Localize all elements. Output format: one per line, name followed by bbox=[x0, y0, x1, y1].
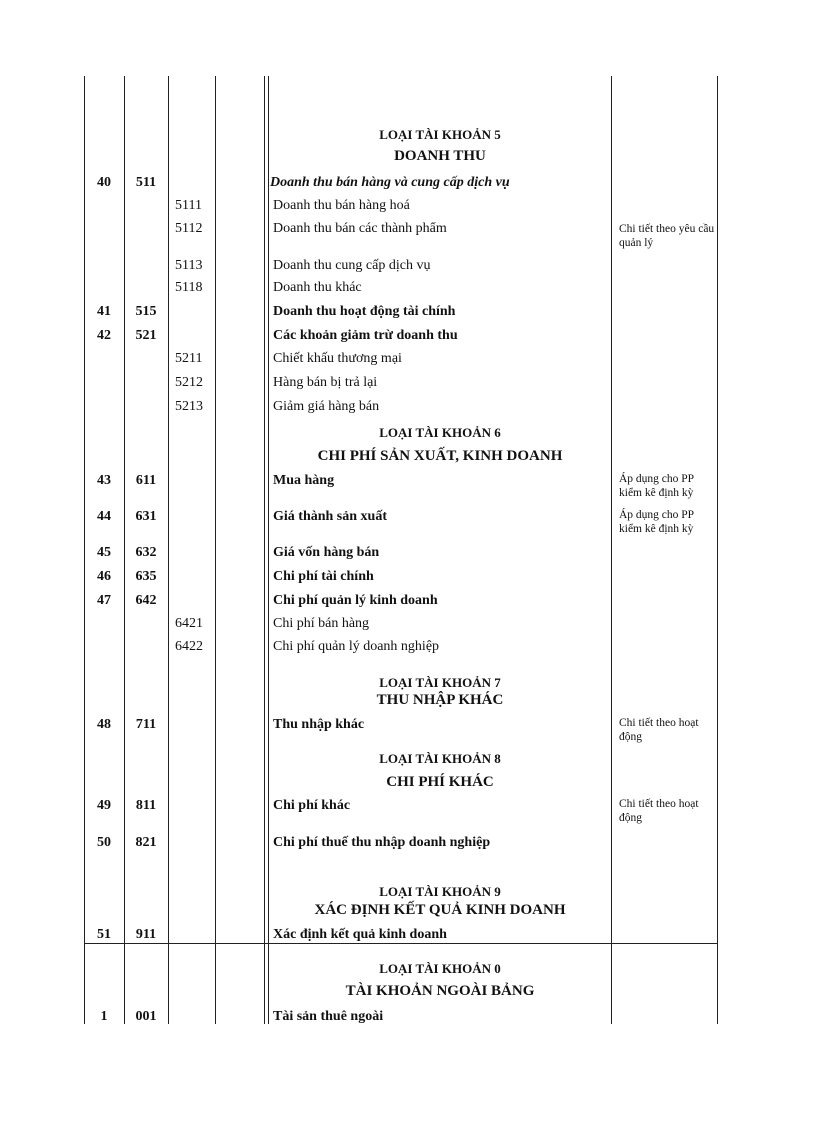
note: Chi tiết theo yêu cầu quản lý bbox=[619, 223, 715, 249]
account-code: 515 bbox=[135, 304, 157, 319]
row-number: 51 bbox=[97, 927, 111, 942]
row-number: 43 bbox=[97, 473, 111, 488]
section-label: LOẠI TÀI KHOẢN 9 bbox=[379, 884, 501, 899]
note: Áp dụng cho PP kiểm kê định kỳ bbox=[619, 509, 694, 535]
note: Áp dụng cho PP kiểm kê định kỳ bbox=[619, 473, 694, 499]
row-number: 50 bbox=[97, 835, 111, 850]
account-name: Giá vốn hàng bán bbox=[273, 545, 380, 560]
account-code: 711 bbox=[135, 717, 157, 732]
row-number: 1 bbox=[100, 1009, 108, 1024]
column-divider bbox=[264, 76, 265, 1024]
table-rule bbox=[84, 943, 717, 944]
account-name: Doanh thu hoạt động tài chính bbox=[273, 304, 456, 319]
account-code: 642 bbox=[135, 593, 157, 608]
section-title: XÁC ĐỊNH KẾT QUẢ KINH DOANH bbox=[314, 902, 566, 918]
row-number: 41 bbox=[97, 304, 111, 319]
account-code: 632 bbox=[135, 545, 157, 560]
account-code: 001 bbox=[135, 1009, 157, 1024]
section-label: LOẠI TÀI KHOẢN 0 bbox=[379, 961, 501, 976]
sub-account-code: 5212 bbox=[175, 375, 203, 390]
account-code: 911 bbox=[135, 927, 157, 942]
account-name: Chiết khấu thương mại bbox=[273, 351, 402, 366]
section-title: CHI PHÍ SẢN XUẤT, KINH DOANH bbox=[317, 448, 563, 464]
sub-account-code: 6422 bbox=[175, 639, 203, 654]
account-name: Tài sản thuê ngoài bbox=[273, 1009, 384, 1024]
account-name: Chi phí tài chính bbox=[273, 569, 374, 584]
column-divider bbox=[168, 76, 169, 1024]
account-name: Chi phí khác bbox=[273, 798, 351, 813]
account-name: Doanh thu bán hàng và cung cấp dịch vụ bbox=[270, 175, 510, 190]
account-name: Chi phí quản lý kinh doanh bbox=[273, 593, 438, 608]
account-name: Doanh thu bán hàng hoá bbox=[273, 198, 410, 213]
row-number: 46 bbox=[97, 569, 111, 584]
table-border-right bbox=[717, 76, 718, 1024]
sub-account-code: 5113 bbox=[175, 258, 203, 273]
row-number: 47 bbox=[97, 593, 111, 608]
section-label: LOẠI TÀI KHOẢN 5 bbox=[379, 127, 501, 142]
section-label: LOẠI TÀI KHOẢN 8 bbox=[379, 751, 501, 766]
column-divider bbox=[611, 76, 612, 1024]
section-title: THU NHẬP KHÁC bbox=[376, 692, 504, 708]
account-code: 511 bbox=[135, 175, 157, 190]
note: Chi tiết theo hoạt động bbox=[619, 798, 699, 824]
column-divider bbox=[215, 76, 216, 1024]
account-code: 635 bbox=[135, 569, 157, 584]
note: Chi tiết theo hoạt động bbox=[619, 717, 699, 743]
section-label: LOẠI TÀI KHOẢN 7 bbox=[379, 675, 501, 690]
sub-account-code: 5213 bbox=[175, 399, 203, 414]
account-name: Giảm giá hàng bán bbox=[273, 399, 380, 414]
account-code: 611 bbox=[135, 473, 157, 488]
row-number: 42 bbox=[97, 328, 111, 343]
sub-account-code: 5111 bbox=[175, 198, 202, 213]
account-name: Doanh thu cung cấp dịch vụ bbox=[273, 258, 431, 273]
account-name: Giá thành sản xuất bbox=[273, 509, 387, 524]
sub-account-code: 6421 bbox=[175, 616, 203, 631]
row-number: 40 bbox=[97, 175, 111, 190]
section-title: TÀI KHOẢN NGOÀI BẢNG bbox=[345, 983, 535, 999]
account-code: 631 bbox=[135, 509, 157, 524]
account-code: 821 bbox=[135, 835, 157, 850]
row-number: 45 bbox=[97, 545, 111, 560]
row-number: 48 bbox=[97, 717, 111, 732]
sub-account-code: 5211 bbox=[175, 351, 203, 366]
row-number: 44 bbox=[97, 509, 111, 524]
section-title: CHI PHÍ KHÁC bbox=[386, 774, 494, 790]
sub-account-code: 5118 bbox=[175, 280, 203, 295]
account-name: Xác định kết quả kinh doanh bbox=[273, 927, 447, 942]
row-number: 49 bbox=[97, 798, 111, 813]
section-label: LOẠI TÀI KHOẢN 6 bbox=[379, 425, 501, 440]
account-code: 521 bbox=[135, 328, 157, 343]
account-name: Chi phí bán hàng bbox=[273, 616, 370, 631]
account-name: Mua hàng bbox=[273, 473, 335, 488]
column-divider bbox=[268, 76, 269, 1024]
account-name: Thu nhập khác bbox=[273, 717, 365, 732]
account-name: Doanh thu bán các thành phẩm bbox=[273, 221, 447, 236]
account-code: 811 bbox=[135, 798, 157, 813]
account-name: Các khoản giảm trừ doanh thu bbox=[273, 328, 458, 343]
sub-account-code: 5112 bbox=[175, 221, 203, 236]
account-name: Doanh thu khác bbox=[273, 280, 362, 295]
account-name: Chi phí thuế thu nhập doanh nghiệp bbox=[273, 835, 491, 850]
account-name: Hàng bán bị trả lại bbox=[273, 375, 378, 390]
account-name: Chi phí quản lý doanh nghiệp bbox=[273, 639, 440, 654]
section-title: DOANH THU bbox=[394, 148, 486, 164]
